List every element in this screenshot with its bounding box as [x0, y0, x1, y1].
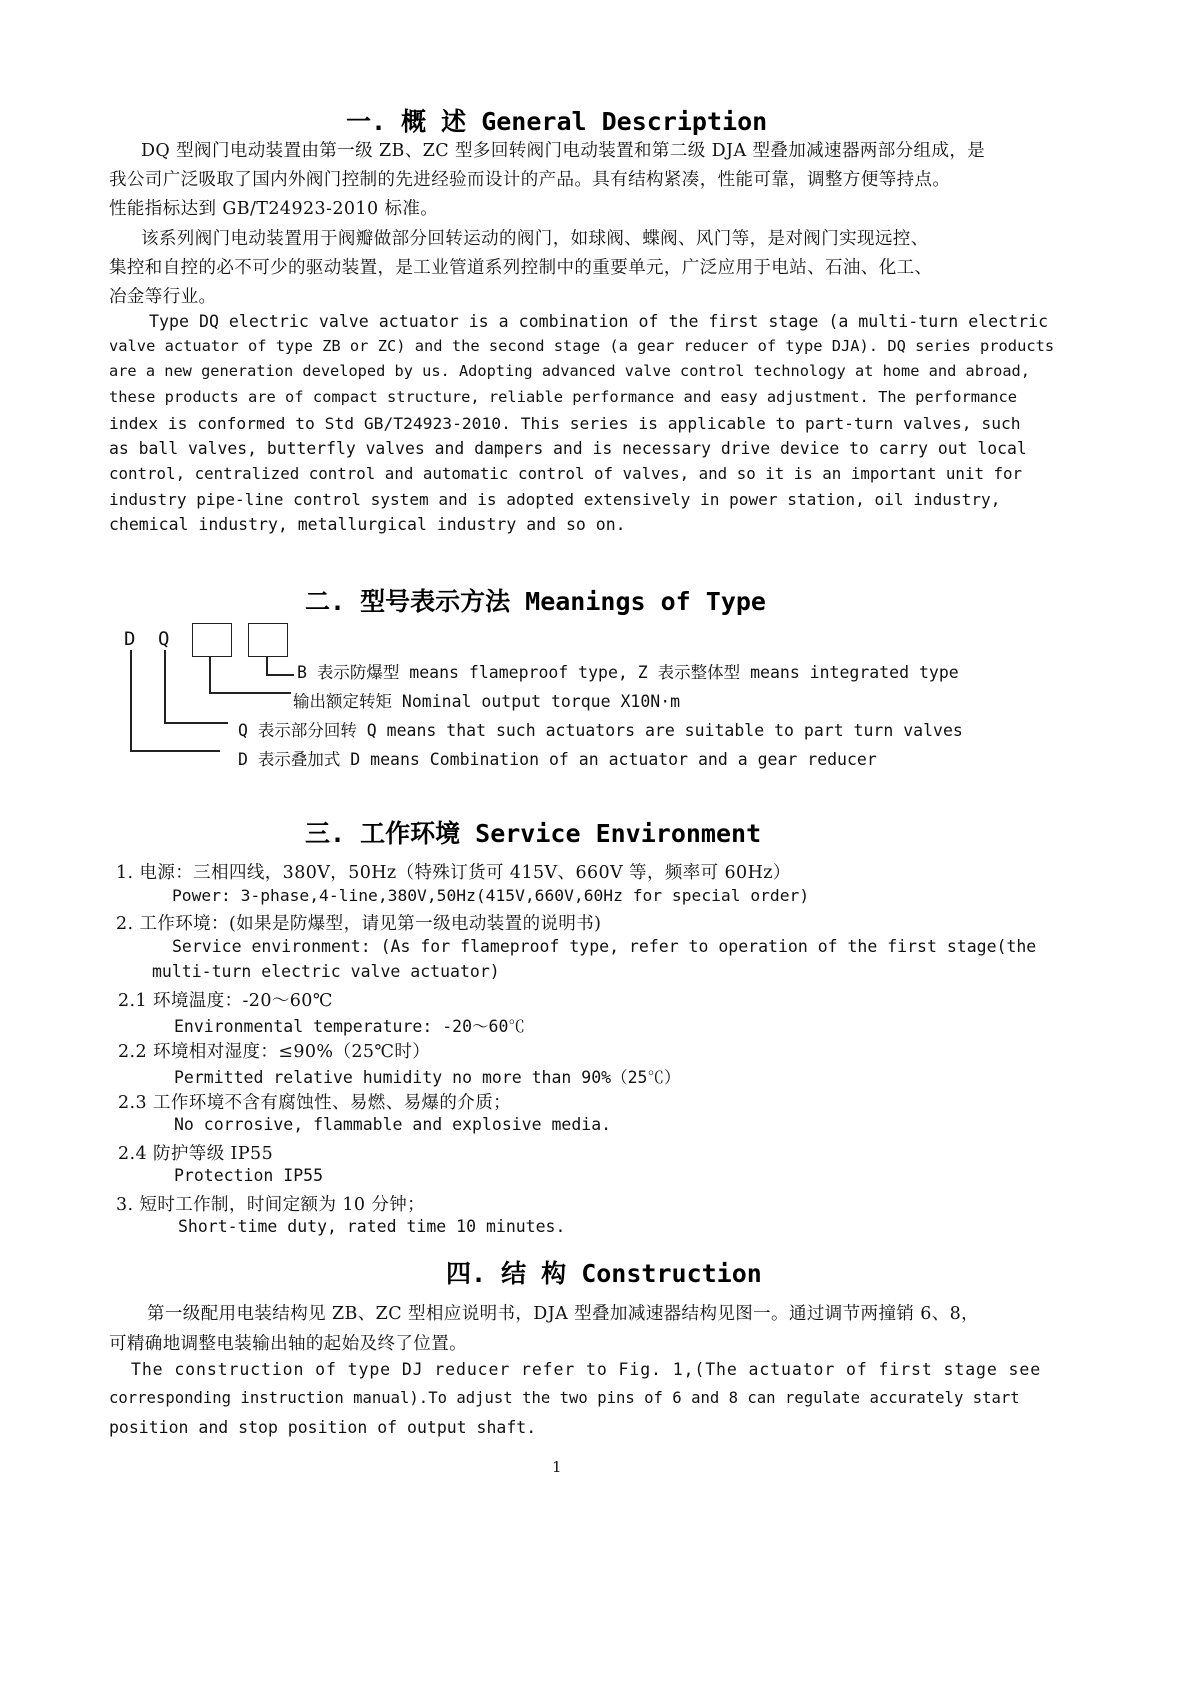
section-1-en-line: Type DQ electric valve actuator is a combination of the first stage (a multi-turn electric: [149, 312, 1049, 331]
section-4-en-line: position and stop position of output shaft.: [109, 1418, 537, 1437]
connector-line: [266, 674, 294, 676]
section-4-en-line: The construction of type DJ reducer refer to Fig. 1,(The actuator of first stage see: [131, 1360, 1042, 1379]
type-legend-line: D 表示叠加式 D means Combination of an actuator and a gear reducer: [238, 750, 877, 769]
section-1-en-line: chemical industry, metallurgical industry and so on.: [109, 515, 626, 534]
env-line: Short-time duty, rated time 10 minutes.: [178, 1217, 566, 1236]
section-1-cn-line: 集控和自控的必不可少的驱动装置，是工业管道系列控制中的重要单元，广泛应用于电站、石油、化工、: [109, 258, 933, 278]
env-line: multi-turn electric valve actuator): [152, 962, 500, 981]
section-2-title: 二. 型号表示方法 Meanings of Type: [305, 587, 766, 616]
env-line: Protection IP55: [174, 1166, 324, 1185]
section-1-en-line: are a new generation developed by us. Adopting advanced valve control technology at home and abroad,: [109, 362, 1030, 380]
section-1-cn-line: DQ 型阀门电动装置由第一级 ZB、ZC 型多回转阀门电动装置和第二级 DJA 型叠加减速器两部分组成，是: [141, 141, 986, 161]
section-1-title: 一. 概 述 General Description: [346, 107, 768, 136]
env-line: Environmental temperature: -20～60℃: [174, 1017, 525, 1036]
type-code-box-torque: [192, 623, 232, 657]
type-legend-line: Q 表示部分回转 Q means that such actuators are suitable to part turn valves: [238, 721, 963, 740]
connector-line: [164, 722, 228, 724]
env-line: 2.4 防护等级 IP55: [118, 1144, 274, 1164]
connector-line: [209, 657, 211, 693]
env-line: 1. 电源：三相四线，380V，50Hz（特殊订货可 415V、660V 等，频率可 60Hz）: [116, 863, 791, 883]
section-1-en-line: as ball valves, butterfly valves and dampers and is necessary drive device to carry out local: [109, 439, 1027, 458]
connector-line: [164, 650, 166, 723]
type-code-d: D: [124, 628, 136, 650]
section-1-en-line: industry pipe-line control system and is adopted extensively in power station, oil industry,: [109, 490, 1001, 509]
connector-line: [266, 657, 268, 675]
section-1-cn-line: 冶金等行业。: [109, 287, 217, 307]
env-line: Service environment: (As for flameproof type, refer to operation of the first stage(the: [172, 937, 1037, 956]
connector-line: [130, 750, 220, 752]
env-line: No corrosive, flammable and explosive media.: [174, 1115, 612, 1134]
env-line: 2. 工作环境：(如果是防爆型，请见第一级电动装置的说明书): [116, 914, 602, 934]
section-4-title: 四. 结 构 Construction: [446, 1259, 762, 1288]
section-1-en-line: control, centralized control and automatic control of valves, and so it is an important unit for: [109, 464, 1023, 483]
section-1-en-line: these products are of compact structure, reliable performance and easy adjustment. The performance: [109, 388, 1018, 406]
env-line: 2.2 环境相对湿度：≤90%（25℃时）: [118, 1042, 431, 1062]
type-legend-line: 输出额定转矩 Nominal output torque X10N·m: [293, 692, 681, 711]
env-line: Permitted relative humidity no more than 90%（25℃）: [174, 1068, 681, 1087]
section-4-cn-line: 第一级配用电装结构见 ZB、ZC 型相应说明书，DJA 型叠加减速器结构见图一。通过调节两撞销 6、8，: [147, 1304, 980, 1324]
connector-line: [209, 692, 291, 694]
env-line: 3. 短时工作制，时间定额为 10 分钟；: [116, 1195, 426, 1215]
type-code-q: Q: [158, 628, 170, 650]
type-legend-line: B 表示防爆型 means flameproof type, Z 表示整体型 means integrated type: [297, 663, 959, 682]
section-1-en-line: index is conformed to Std GB/T24923-2010. This series is applicable to part-turn valves, such: [109, 414, 1021, 433]
section-4-cn-line: 可精确地调整电装输出轴的起始及终了位置。: [109, 1334, 467, 1354]
type-code-box-bz: [248, 623, 288, 657]
section-3-title: 三. 工作环境 Service Environment: [305, 819, 762, 848]
section-4-en-line: corresponding instruction manual).To adjust the two pins of 6 and 8 can regulate accurately start: [109, 1389, 1020, 1407]
section-1-cn-line: 我公司广泛吸取了国内外阀门控制的先进经验而设计的产品。具有结构紧凑，性能可靠，调整方便等持点。: [109, 170, 951, 190]
connector-line: [130, 650, 132, 751]
env-line: 2.1 环境温度：-20～60℃: [118, 991, 333, 1011]
section-1-cn-line: 该系列阀门电动装置用于阀瓣做部分回转运动的阀门，如球阀、蝶阀、风门等，是对阀门实现远控、: [141, 229, 929, 249]
page-number: 1: [552, 1458, 562, 1476]
env-line: Power: 3-phase,4-line,380V,50Hz(415V,660V,60Hz for special order): [172, 886, 810, 905]
section-1-en-line: valve actuator of type ZB or ZC) and the second stage (a gear reducer of type DJA). DQ series products: [109, 337, 1055, 355]
section-1-cn-line: 性能指标达到 GB/T24923-2010 标准。: [109, 199, 439, 219]
env-line: 2.3 工作环境不含有腐蚀性、易燃、易爆的介质；: [118, 1093, 511, 1113]
